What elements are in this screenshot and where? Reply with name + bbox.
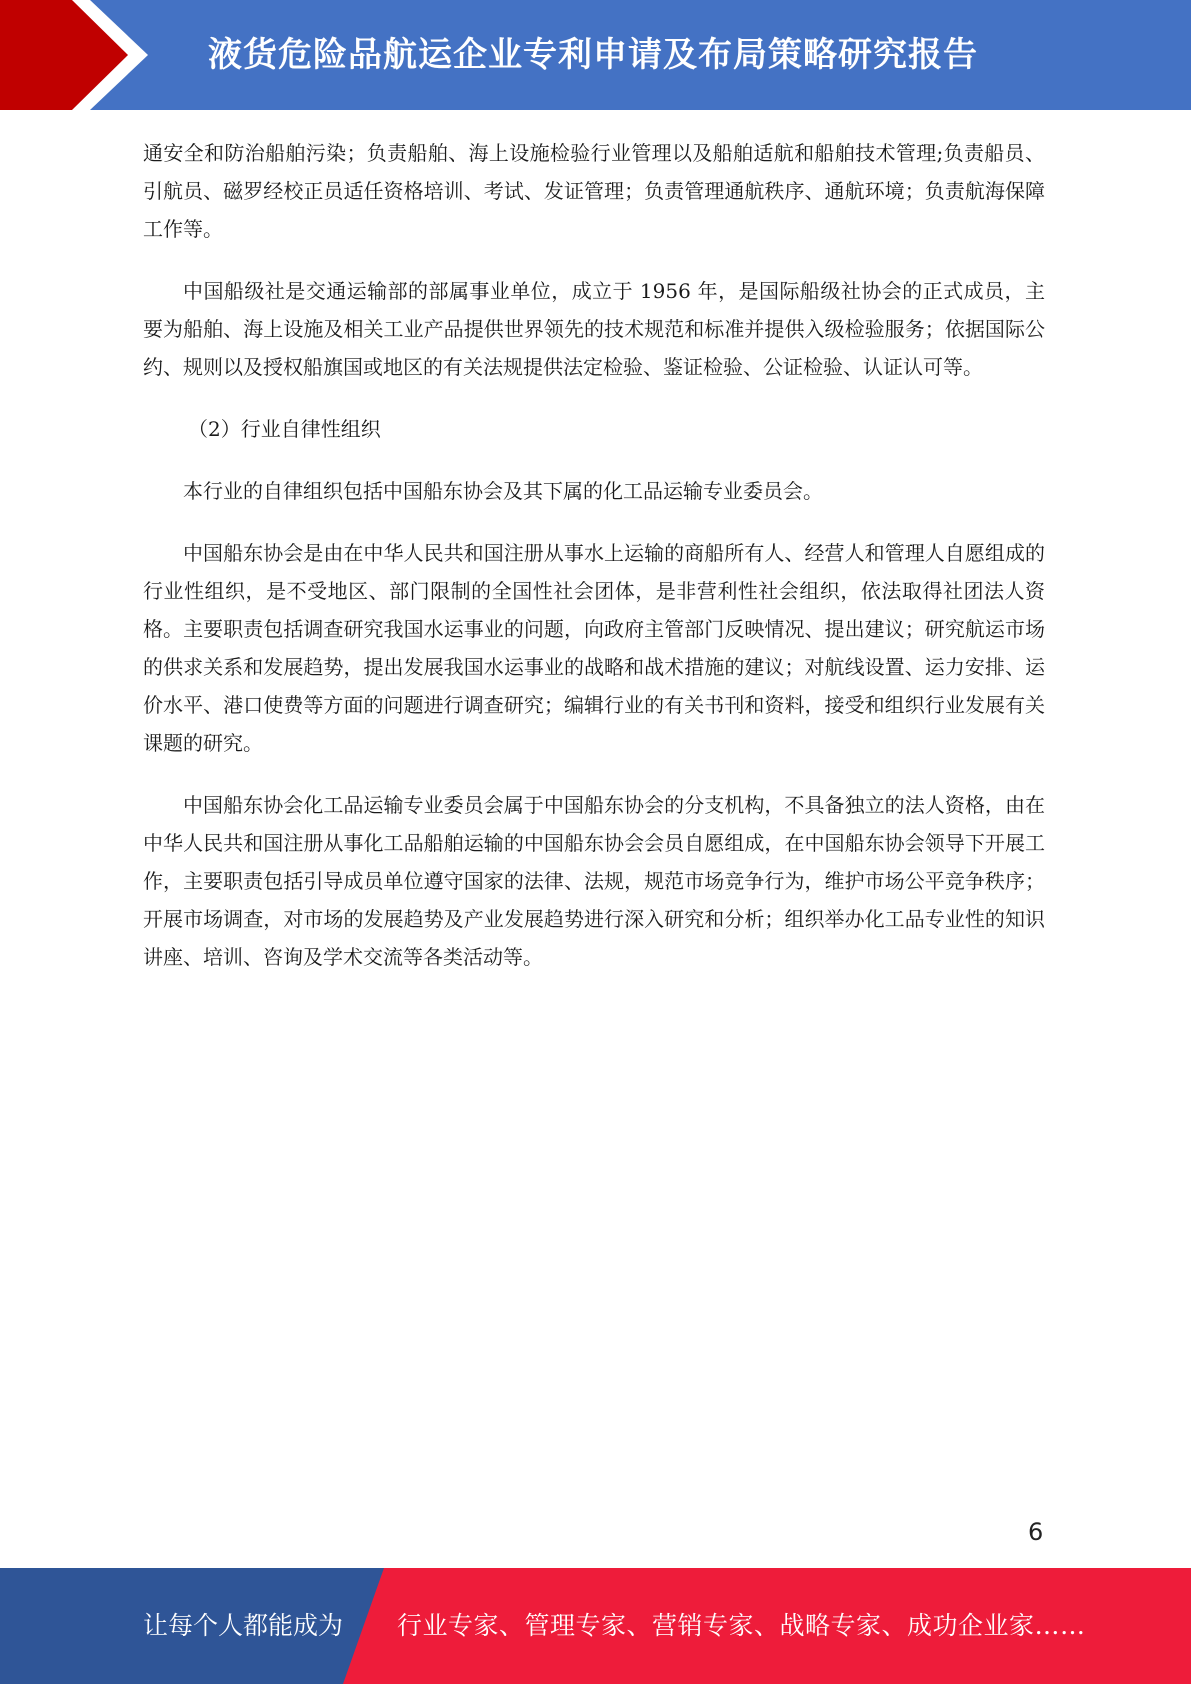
footer-slogan-left: 让每个人都能成为 (143, 1611, 344, 1640)
paragraph-shipowners-association: 中国船东协会是由在中华人民共和国注册从事水上运输的商船所有人、经营人和管理人自愿组成的行业性组织，是不受地区、部门限制的全国性社会团体，是非营利性社会组织，依法取得社团法人资格。主要职责包括调查研究我国水运事业的问题，向政府主管部门反映情况、提出建议；研究航运市场的供求关系和发展趋势，提出发展我国水运事业的战略和战术措施的建议；对航线设置、运力安排、运价水平、港口使费等方面的问题进行调查研究；编辑行业的有关书刊和资料，接受和组织行业发展有关课题的研究。 (143, 541, 1045, 755)
paragraph-classification-society: 中国船级社是交通运输部的部属事业单位，成立于 1956 年，是国际船级社协会的正式成员，主要为船舶、海上设施及相关工业产品提供世界领先的技术规范和标准并提供入级检验服务；依据国际公约、规则以及授权船旗国或地区的有关法规提供法定检验、鉴证检验、公证检验、认证认可等。 (143, 279, 1045, 379)
document-body (143, 134, 1045, 1000)
page-number: 6 (1028, 1518, 1044, 1546)
page-header (0, 0, 1191, 110)
footer-slogan-right: 行业专家、管理专家、营销专家、战略专家、成功企业家…… (397, 1611, 1086, 1640)
paragraph-chemical-committee: 中国船东协会化工品运输专业委员会属于中国船东协会的分支机构，不具备独立的法人资格，由在中华人民共和国注册从事化工品船舶运输的中国船东协会会员自愿组成，在中国船东协会领导下开展工作，主要职责包括引导成员单位遵守国家的法律、法规，规范市场竞争行为，维护市场公平竞争秩序；开展市场调查，对市场的发展趋势及产业发展趋势进行深入研究和分析；组织举办化工品专业性的知识讲座、培训、咨询及学术交流等各类活动等。 (143, 793, 1045, 969)
paragraph-self-regulatory-intro: 本行业的自律组织包括中国船东协会及其下属的化工品运输专业委员会。 (183, 479, 823, 503)
section-heading-self-regulatory: （2）行业自律性组织 (188, 417, 381, 441)
paragraph-maritime-duties: 通安全和防治船舶污染；负责船舶、海上设施检验行业管理以及船舶适航和船舶技术管理;负责船员、引航员、磁罗经校正员适任资格培训、考试、发证管理；负责管理通航秩序、通航环境；负责航海保障工作等。 (143, 141, 1045, 241)
page-footer (0, 1568, 1191, 1684)
document-title: 液货危险品航运企业专利申请及布局策略研究报告 (208, 35, 978, 75)
